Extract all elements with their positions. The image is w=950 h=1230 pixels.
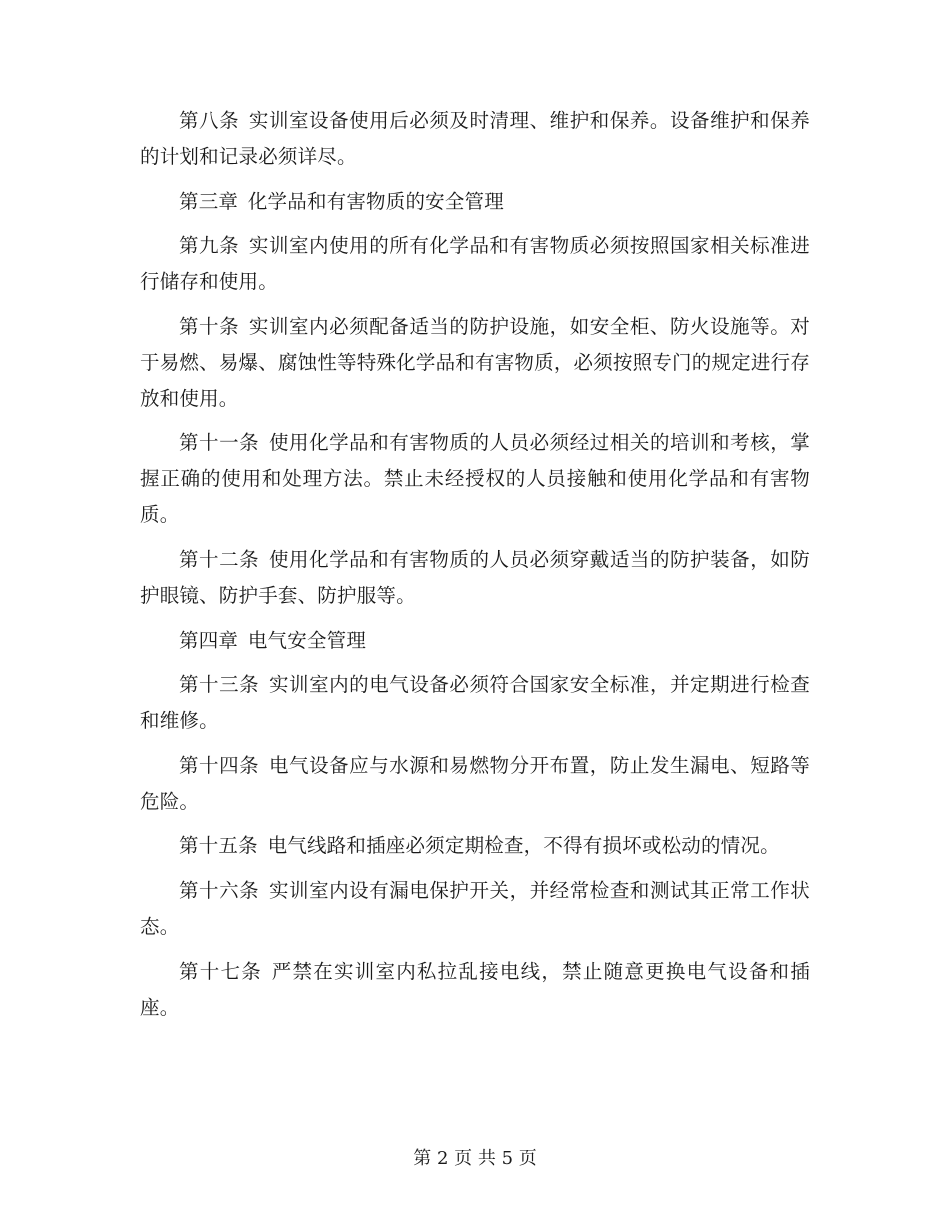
article-text: 实训室内使用的所有化学品和有害物质必须按照国家相关标准进行储存和使用。 (140, 234, 810, 294)
article-14 (140, 748, 810, 820)
article-text: 实训室设备使用后必须及时清理、维护和保养。设备维护和保养的计划和记录必须详尽。 (140, 109, 810, 168)
article-label: 第九条 (179, 234, 240, 258)
article-10 (140, 309, 810, 417)
page-number-footer: 第 2 页 共 5 页 (413, 1148, 537, 1169)
chapter-label: 第四章 (179, 628, 239, 652)
chapter-label: 第三章 (179, 189, 239, 213)
article-label: 第十一条 (179, 431, 260, 455)
article-label: 第十七条 (179, 959, 262, 983)
document-body (140, 103, 810, 1034)
article-label: 第十三条 (179, 673, 260, 697)
chapter-title: 电气安全管理 (247, 628, 367, 652)
article-label: 第十六条 (179, 878, 260, 902)
article-11 (140, 425, 810, 533)
article-text: 实训室内必须配备适当的防护设施，如安全柜、防火设施等。对于易燃、易爆、腐蚀性等特殊化学品和有害物质，必须按照专门的规定进行存放和使用。 (140, 314, 810, 410)
chapter-title: 化学品和有害物质的安全管理 (247, 189, 504, 213)
article-text: 电气设备应与水源和易燃物分开布置，防止发生漏电、短路等危险。 (140, 753, 810, 813)
article-12 (140, 542, 810, 614)
article-text: 严禁在实训室内私拉乱接电线，禁止随意更换电气设备和插座。 (140, 959, 810, 1019)
article-text: 实训室内的电气设备必须符合国家安全标准，并定期进行检查和维修。 (140, 673, 810, 733)
article-8 (140, 103, 810, 175)
article-13 (140, 667, 810, 739)
article-16 (140, 873, 810, 945)
article-label: 第十二条 (179, 547, 260, 571)
article-17 (140, 954, 810, 1026)
article-text: 电气线路和插座必须定期检查，不得有损坏或松动的情况。 (267, 834, 780, 858)
article-label: 第八条 (179, 109, 240, 132)
article-label: 第十四条 (179, 753, 260, 777)
article-label: 第十五条 (179, 834, 258, 858)
article-15 (140, 828, 810, 864)
article-9 (140, 228, 810, 300)
article-label: 第十条 (179, 314, 240, 338)
article-text: 实训室内设有漏电保护开关，并经常检查和测试其正常工作状态。 (140, 878, 810, 938)
chapter-4-heading (140, 623, 810, 659)
article-text: 使用化学品和有害物质的人员必须经过相关的培训和考核，掌握正确的使用和处理方法。禁止未经授权的人员接触和使用化学品和有害物质。 (140, 431, 810, 527)
article-text: 使用化学品和有害物质的人员必须穿戴适当的防护装备，如防护眼镜、防护手套、防护服等。 (140, 547, 810, 607)
chapter-3-heading (140, 184, 810, 220)
